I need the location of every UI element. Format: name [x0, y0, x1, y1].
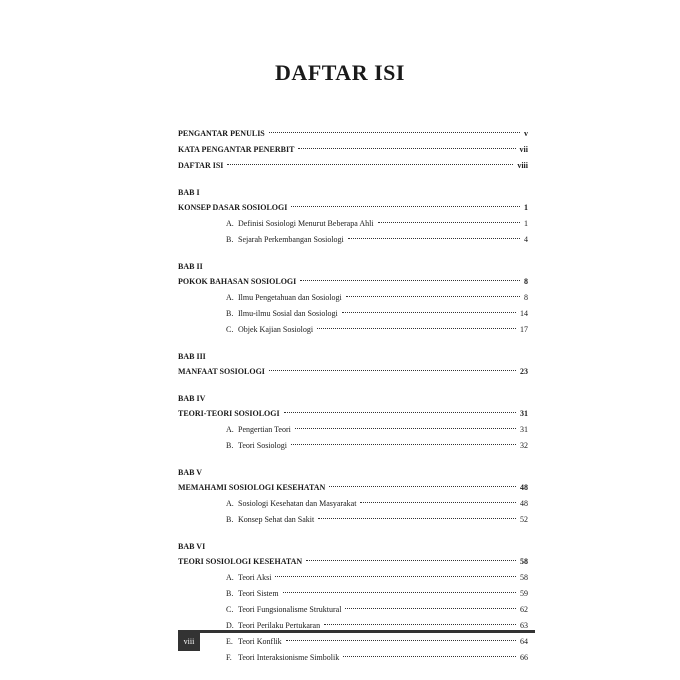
item-letter: F.	[226, 653, 232, 662]
page-number: viii	[517, 161, 528, 170]
page-number: 59	[520, 589, 528, 598]
chapter-title-entry	[178, 274, 528, 290]
entry-label: Ilmu Pengetahuan dan Sosiologi	[238, 293, 342, 302]
item-letter: B.	[226, 589, 234, 598]
dot-leader	[324, 624, 516, 625]
entry-label: Konsep Sehat dan Sakit	[238, 515, 315, 524]
entry-label: Sejarah Perkembangan Sosiologi	[238, 235, 344, 244]
dot-leader	[343, 656, 516, 657]
page-number: 23	[520, 367, 528, 376]
page-number: 17	[520, 325, 528, 334]
subsection-entry	[178, 602, 528, 618]
dot-leader	[329, 486, 516, 487]
page-number: 52	[520, 515, 528, 524]
dot-leader	[284, 412, 516, 413]
entry-label: TEORI-TEORI SOSIOLOGI	[178, 409, 280, 418]
dot-leader	[295, 428, 516, 429]
page-number: 8	[524, 293, 528, 302]
entry-label: Objek Kajian Sosiologi	[238, 325, 314, 334]
page-number: 58	[520, 557, 528, 566]
dot-leader	[342, 312, 516, 313]
dot-leader	[291, 206, 520, 207]
page-number: 14	[520, 309, 528, 318]
dot-leader	[345, 608, 516, 609]
subsection-entry	[178, 290, 528, 306]
entry-label: Teori Perilaku Pertukaran	[238, 621, 321, 630]
entry-label: Teori Sistem	[238, 589, 279, 598]
dot-leader	[283, 592, 516, 593]
page-number: 4	[524, 235, 528, 244]
page-number: 62	[520, 605, 528, 614]
subsection-entry	[178, 232, 528, 248]
chapter-title-entry	[178, 554, 528, 570]
chapter-number: BAB I	[178, 188, 200, 197]
page-number: 64	[520, 637, 528, 646]
subsection-entry	[178, 216, 528, 232]
subsection-entry	[178, 496, 528, 512]
page-number: 32	[520, 441, 528, 450]
entry-label: PENGANTAR PENULIS	[178, 129, 265, 138]
item-letter: A.	[226, 293, 234, 302]
entry-label: Pengertian Teori	[238, 425, 291, 434]
entry-label: Teori Aksi	[238, 573, 272, 582]
page-number: vii	[519, 145, 528, 154]
page-number: 63	[520, 621, 528, 630]
page-number: 48	[520, 483, 528, 492]
subsection-entry	[178, 322, 528, 338]
entry-label: DAFTAR ISI	[178, 161, 224, 170]
item-letter: E.	[226, 637, 233, 646]
entry-label: Teori Konflik	[238, 637, 282, 646]
item-letter: A.	[226, 499, 234, 508]
page-number: v	[524, 129, 528, 138]
item-letter: B.	[226, 515, 234, 524]
dot-leader	[275, 576, 516, 577]
chapter-number: BAB III	[178, 352, 206, 361]
page-number: 66	[520, 653, 528, 662]
entry-label: MANFAAT SOSIOLOGI	[178, 367, 265, 376]
dot-leader	[360, 502, 516, 503]
entry-label: KONSEP DASAR SOSIOLOGI	[178, 203, 288, 212]
item-letter: D.	[226, 621, 234, 630]
chapter-title-entry	[178, 364, 528, 380]
subsection-entry	[178, 650, 528, 666]
subsection-entry	[178, 570, 528, 586]
dot-leader	[227, 164, 513, 165]
page-number: 31	[520, 425, 528, 434]
table-of-contents	[178, 126, 528, 666]
subsection-entry	[178, 512, 528, 528]
chapter-title-entry	[178, 480, 528, 496]
entry-label: TEORI SOSIOLOGI KESEHATAN	[178, 557, 303, 566]
item-letter: A.	[226, 573, 234, 582]
dot-leader	[378, 222, 520, 223]
page-number: 58	[520, 573, 528, 582]
front-entry	[178, 158, 528, 174]
subsection-entry	[178, 438, 528, 454]
chapter-number: BAB IV	[178, 394, 206, 403]
entry-label: Teori Interaksionisme Simbolik	[238, 653, 340, 662]
page-title: DAFTAR ISI	[275, 60, 405, 85]
front-entry	[178, 142, 528, 158]
footer-page-number: viii	[178, 633, 200, 651]
entry-label: POKOK BAHASAN SOSIOLOGI	[178, 277, 297, 286]
dot-leader	[269, 132, 520, 133]
chapter-number: BAB V	[178, 468, 203, 477]
subsection-entry	[178, 306, 528, 322]
item-letter: B.	[226, 309, 234, 318]
entry-label: Teori Sosiologi	[238, 441, 287, 450]
chapter-number: BAB VI	[178, 542, 206, 551]
dot-leader	[318, 518, 516, 519]
subsection-entry	[178, 586, 528, 602]
dot-leader	[306, 560, 516, 561]
item-letter: C.	[226, 605, 234, 614]
chapter-number: BAB II	[178, 262, 203, 271]
item-letter: A.	[226, 219, 234, 228]
dot-leader	[298, 148, 515, 149]
entry-label: KATA PENGANTAR PENERBIT	[178, 145, 295, 154]
dot-leader	[346, 296, 520, 297]
item-letter: C.	[226, 325, 234, 334]
subsection-entry	[178, 422, 528, 438]
dot-leader	[269, 370, 516, 371]
item-letter: B.	[226, 235, 234, 244]
page-number: 31	[520, 409, 528, 418]
item-letter: A.	[226, 425, 234, 434]
dot-leader	[317, 328, 516, 329]
entry-label: MEMAHAMI SOSIOLOGI KESEHATAN	[178, 483, 326, 492]
chapter-title-entry	[178, 406, 528, 422]
dot-leader	[286, 640, 516, 641]
chapter-title-entry	[178, 200, 528, 216]
page-number: 8	[524, 277, 528, 286]
dot-leader	[291, 444, 516, 445]
front-entry	[178, 126, 528, 142]
footer-rule	[178, 630, 535, 633]
entry-label: Teori Fungsionalisme Struktural	[238, 605, 342, 614]
entry-label: Ilmu-ilmu Sosial dan Sosiologi	[238, 309, 338, 318]
entry-label: Sosiologi Kesehatan dan Masyarakat	[238, 499, 357, 508]
item-letter: B.	[226, 441, 234, 450]
dot-leader	[300, 280, 520, 281]
subsection-entry	[178, 634, 528, 650]
dot-leader	[348, 238, 520, 239]
entry-label: Definisi Sosiologi Menurut Beberapa Ahli	[238, 219, 374, 228]
page-number: 1	[524, 219, 528, 228]
page-number: 1	[524, 203, 528, 212]
page-number: 48	[520, 499, 528, 508]
